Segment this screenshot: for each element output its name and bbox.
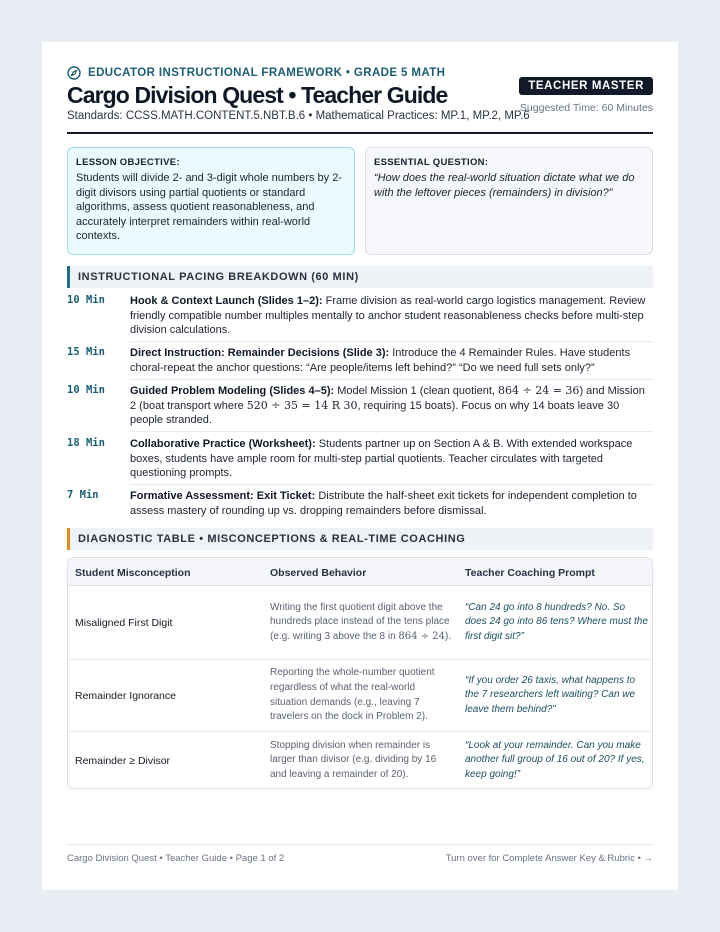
suggested-time: Suggested Time: 60 Minutes <box>519 102 653 114</box>
teacher-master-badge: TEACHER MASTER <box>519 77 653 95</box>
worksheet-page <box>42 42 678 890</box>
pacing-divider <box>130 379 653 380</box>
behavior-text-a: Writing the first quotient digit above the hundreds place instead of the tens place (e.g. writing 3 above the 8 in <box>270 601 450 642</box>
column-header: Teacher Coaching Prompt <box>465 567 595 579</box>
table-row <box>68 732 652 789</box>
coaching-prompt-cell: “Look at your remainder. Can you make another full group of 16 out of 20? If yes, keep going!” <box>465 739 645 780</box>
coaching-prompt-cell: “Can 24 go into 8 hundreds? No. So does 24 go into 86 tens? Where must the first digit sit?” <box>465 601 648 642</box>
pacing-title: Formative Assessment: Exit Ticket: <box>130 490 316 502</box>
pacing-text-c: , requiring 15 boats). Focus on why 14 boats leave 30 people stranded. <box>130 399 620 426</box>
pacing-text: Distribute the half-sheet exit tickets for independent completion to assess mastery of rounding up vs. dropping remainders before dismissal. <box>130 490 637 517</box>
objective-text: Students will divide 2- and 3-digit whole numbers by 2-digit divisors using partial quotients or standard algorithms, assess quotient reasonableness, and accurately interpret remainders within real-world contexts. <box>76 172 342 243</box>
footer-rule <box>67 844 653 845</box>
header-rule <box>67 132 653 134</box>
pacing-text-b: ) and Mission 2 (boat transport where <box>130 385 645 412</box>
pacing-duration: 7 Min <box>67 489 99 501</box>
lesson-objective-box <box>67 147 355 255</box>
pacing-text: Frame division as real-world cargo logistics management. Review friendly compatible number multiples mentally to anchor student reasonableness checks before multi-step division calculations. <box>130 295 646 336</box>
essential-question-label: ESSENTIAL QUESTION: <box>374 157 489 168</box>
footer-right: Turn over for Complete Answer Key & Rubric • → <box>445 853 653 864</box>
pacing-duration: 18 Min <box>67 437 105 449</box>
table-header <box>68 558 652 586</box>
behavior-cell <box>270 586 455 659</box>
math-expression: 864 ÷ 24 = 36 <box>498 384 580 397</box>
misconception-cell: Misaligned First Digit <box>75 616 173 629</box>
math-expression: 520 ÷ 35 = 14 R 30 <box>246 398 358 412</box>
eyebrow-text: EDUCATOR INSTRUCTIONAL FRAMEWORK • GRADE 5 MATH <box>88 67 446 79</box>
essential-question-text: “How does the real-world situation dictate what we do with the leftover pieces (remainders) in division?” <box>374 172 635 199</box>
pacing-divider <box>130 484 653 485</box>
pacing-description <box>130 294 653 338</box>
objective-label: LESSON OBJECTIVE: <box>76 157 180 168</box>
pacing-title: Guided Problem Modeling (Slides 4–5): <box>130 385 335 397</box>
pacing-duration: 10 Min <box>67 384 105 396</box>
misconception-cell: Remainder ≥ Divisor <box>75 754 171 767</box>
pacing-title: Hook & Context Launch (Slides 1–2): <box>130 295 323 307</box>
behavior-cell: Reporting the whole-number quotient regardless of what the real-world situation demands (e.g., leaving 7 travelers on the dock in Problem 2). <box>270 667 435 723</box>
table-row <box>68 586 652 660</box>
diagnostic-table <box>67 557 653 789</box>
pacing-divider <box>130 431 653 432</box>
pacing-heading-text: INSTRUCTIONAL PACING BREAKDOWN (60 MIN) <box>78 271 359 283</box>
pacing-duration: 15 Min <box>67 346 105 358</box>
pacing-section-heading <box>67 266 653 288</box>
behavior-cell: Stopping division when remainder is larger than divisor (e.g. dividing by 16 and leaving a remainder of 20). <box>270 739 437 780</box>
column-header: Observed Behavior <box>270 567 367 579</box>
diagnostic-section-heading <box>67 528 653 550</box>
footer-left: Cargo Division Quest • Teacher Guide • Page 1 of 2 <box>67 853 285 864</box>
math-expression: 864 ÷ 24 <box>398 630 445 642</box>
diagnostic-heading-text: DIAGNOSTIC TABLE • MISCONCEPTIONS & REAL-TIME COACHING <box>78 533 466 545</box>
standards-line: Standards: CCSS.MATH.CONTENT.5.NBT.B.6 • Mathematical Practices: MP.1, MP.2, MP.6 <box>67 110 530 122</box>
table-row <box>68 660 652 732</box>
eyebrow <box>67 66 445 80</box>
behavior-text-b: ). <box>444 630 452 642</box>
pacing-description <box>130 384 653 428</box>
pacing-description <box>130 489 653 518</box>
essential-question-box <box>365 147 653 255</box>
pacing-duration: 10 Min <box>67 294 105 306</box>
misconception-cell: Remainder Ignorance <box>75 689 176 702</box>
pacing-divider <box>130 341 653 342</box>
compass-icon <box>67 66 81 80</box>
column-header: Student Misconception <box>75 567 191 579</box>
pacing-text: Introduce the 4 Remainder Rules. Have students choral-repeat the anchor questions: “Are people/items left behind?” “Do we need full sets only?” <box>130 347 631 374</box>
pacing-text: Students partner up on Section A & B. With extended workspace boxes, students have ample room for multi-step partial quotients. Teacher circulates with targeted questioning prompts. <box>130 438 633 479</box>
pacing-title: Collaborative Practice (Worksheet): <box>130 438 316 450</box>
pacing-text-a: Model Mission 1 (clean quotient, <box>337 385 495 397</box>
coaching-prompt-cell: “If you order 26 taxis, what happens to the 7 researchers left waiting? Can we leave them behind?” <box>465 674 636 715</box>
page-title: Cargo Division Quest • Teacher Guide <box>67 82 448 108</box>
pacing-description <box>130 437 653 481</box>
pacing-title: Direct Instruction: Remainder Decisions (Slide 3): <box>130 347 390 359</box>
pacing-description <box>130 346 653 375</box>
